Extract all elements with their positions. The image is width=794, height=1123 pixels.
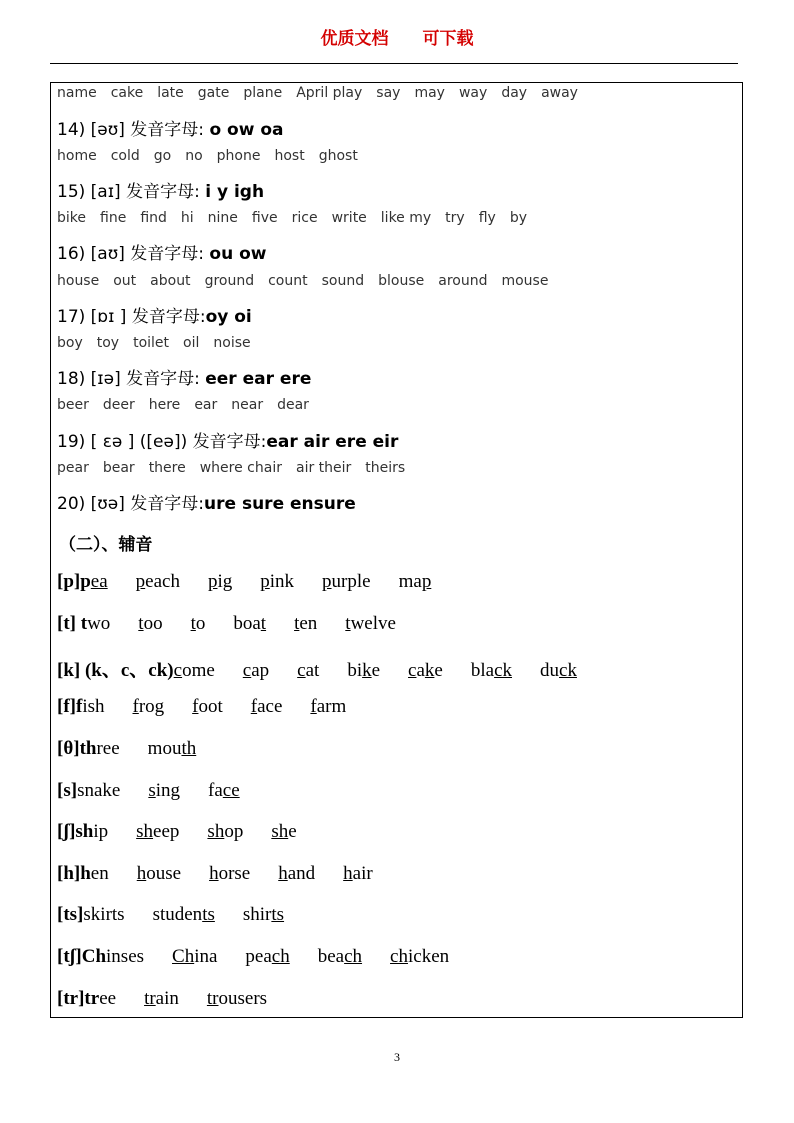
- example-word: [191, 613, 206, 635]
- example-word: [82, 696, 104, 718]
- example-word: ghost: [318, 148, 358, 164]
- example-word: [77, 780, 120, 802]
- example-word: five: [251, 210, 278, 226]
- vowel-letters: ou ow: [209, 244, 267, 264]
- example-word: name: [57, 85, 97, 101]
- example-word: [209, 863, 250, 885]
- word-list: [57, 85, 592, 101]
- underlined-letters: p: [135, 571, 146, 592]
- example-word: no: [185, 148, 203, 164]
- word-part: pea: [245, 946, 272, 967]
- vowel-label: 20) [ʊə] 发音字母:: [57, 494, 205, 514]
- example-word: [144, 988, 179, 1010]
- word-part: snake: [77, 780, 121, 801]
- example-word: theirs: [365, 460, 406, 476]
- example-word: [174, 660, 215, 682]
- example-word: mouse: [501, 273, 549, 289]
- example-word: [540, 660, 577, 682]
- vowel-rule: [57, 115, 284, 140]
- word-part: and: [287, 863, 316, 884]
- example-word: [136, 571, 180, 593]
- underlined-letters: p: [322, 571, 332, 592]
- word-part: eep: [153, 821, 180, 842]
- underlined-letters: s: [148, 780, 156, 801]
- underlined-letters: ts: [202, 904, 215, 925]
- example-word: bike: [57, 210, 86, 226]
- underlined-letters: ch: [271, 946, 290, 967]
- underlined-letters: ea: [90, 571, 108, 592]
- consonant-row: [57, 863, 373, 885]
- example-word: may: [414, 85, 445, 101]
- vowel-label: 18) [ɪə] 发音字母:: [57, 369, 206, 389]
- underlined-letters: t: [345, 613, 351, 634]
- underlined-letters: th: [181, 738, 197, 759]
- word-part: ts: [111, 904, 125, 925]
- word-part: ink: [269, 571, 295, 592]
- underlined-letters: tr: [144, 988, 156, 1009]
- example-word: [137, 863, 181, 885]
- page-header: [0, 24, 794, 49]
- example-word: day: [501, 85, 528, 101]
- consonant-label: [f]f: [57, 696, 83, 717]
- example-word: [208, 780, 240, 802]
- word-part: bea: [317, 946, 345, 967]
- example-word: [96, 738, 119, 760]
- example-word: oil: [183, 335, 200, 351]
- vowel-letters: eer ear ere: [205, 369, 312, 389]
- example-word: [106, 946, 144, 968]
- word-part: arm: [316, 696, 347, 717]
- underlined-letters: p: [260, 571, 270, 592]
- example-word: ground: [204, 273, 255, 289]
- underlined-letters: sh: [207, 821, 225, 842]
- example-word: where chair: [199, 460, 282, 476]
- consonant-row: [57, 613, 396, 635]
- underlined-letters: ch: [344, 946, 363, 967]
- word-part: ap: [251, 660, 270, 681]
- example-word: house: [57, 273, 100, 289]
- consonant-label: [tʃ]Ch: [57, 946, 107, 967]
- vowel-letters: ure sure ensure: [204, 494, 356, 514]
- consonant-row: [57, 780, 240, 802]
- word-list: [57, 397, 323, 413]
- example-word: [294, 613, 317, 635]
- underlined-letters: f: [310, 696, 317, 717]
- word-part: ish: [82, 696, 105, 717]
- consonant-label: [θ]th: [57, 738, 97, 759]
- example-word: bear: [102, 460, 135, 476]
- example-word: [245, 946, 289, 968]
- section-title: （二）、辅音: [59, 535, 153, 555]
- word-part: wo: [87, 613, 111, 634]
- vowel-rule: [57, 239, 266, 264]
- consonant-label: [tr]tr: [57, 988, 100, 1009]
- underlined-letters: ck: [559, 660, 577, 681]
- example-word: [207, 988, 267, 1010]
- word-part: o: [195, 613, 206, 634]
- example-word: [148, 780, 180, 802]
- example-word: dear: [277, 397, 309, 413]
- underlined-letters: h: [136, 863, 147, 884]
- word-list: [57, 460, 419, 476]
- example-word: [208, 571, 232, 593]
- word-part: oo: [143, 613, 163, 634]
- underlined-letters: c: [297, 660, 306, 681]
- underlined-letters: t: [190, 613, 196, 634]
- example-word: [91, 863, 109, 885]
- underlined-letters: t: [138, 613, 144, 634]
- example-word: [345, 613, 396, 635]
- vowel-rule: [57, 427, 398, 452]
- example-word: [343, 863, 373, 885]
- underlined-letters: h: [343, 863, 353, 884]
- word-list: [57, 210, 541, 226]
- underlined-letters: h: [209, 863, 219, 884]
- word-part: orse: [218, 863, 251, 884]
- underlined-letters: f: [192, 696, 199, 717]
- word-part: ig: [217, 571, 233, 592]
- example-word: [271, 821, 296, 843]
- underlined-letters: k: [362, 660, 372, 681]
- consonant-label: [ʃ]sh: [57, 821, 94, 842]
- example-word: out: [113, 273, 137, 289]
- example-word: air their: [295, 460, 352, 476]
- example-word: [83, 904, 124, 926]
- example-word: about: [150, 273, 191, 289]
- example-word: phone: [216, 148, 261, 164]
- example-word: near: [231, 397, 264, 413]
- vowel-rule: [57, 177, 264, 202]
- word-part: each: [145, 571, 180, 592]
- example-word: host: [274, 148, 305, 164]
- consonant-row: [57, 696, 346, 718]
- example-word: like my: [380, 210, 432, 226]
- vowel-rule: [57, 364, 311, 389]
- example-word: cake: [110, 85, 144, 101]
- underlined-letters: p: [421, 571, 432, 592]
- example-word: gate: [197, 85, 230, 101]
- word-part: ina: [194, 946, 218, 967]
- example-word: [87, 613, 110, 635]
- word-part: e: [288, 821, 297, 842]
- example-word: [233, 613, 266, 635]
- example-word: there: [148, 460, 186, 476]
- example-word: [471, 660, 512, 682]
- vowel-rule: [57, 489, 356, 514]
- example-word: beer: [57, 397, 89, 413]
- underlined-letters: c: [408, 660, 417, 681]
- underlined-letters: ts: [271, 904, 285, 925]
- word-part: icken: [407, 946, 450, 967]
- consonant-row: [57, 988, 267, 1010]
- vowel-letters: o ow oa: [209, 120, 284, 140]
- underlined-letters: sh: [136, 821, 154, 842]
- vowel-letters: ear air ere eir: [266, 432, 399, 452]
- underlined-letters: c: [242, 660, 252, 681]
- example-word: rice: [291, 210, 318, 226]
- header-left: 优质文档: [320, 29, 389, 49]
- vowel-rule: [57, 302, 252, 327]
- word-part: at: [305, 660, 320, 681]
- example-word: sound: [321, 273, 365, 289]
- word-part: skir: [83, 904, 112, 925]
- underlined-letters: c: [173, 660, 183, 681]
- word-part: urple: [331, 571, 371, 592]
- underlined-letters: sh: [271, 821, 289, 842]
- example-word: try: [445, 210, 465, 226]
- word-list: [57, 335, 265, 351]
- vowel-label: 16) [aʊ] 发音字母:: [57, 244, 210, 264]
- underlined-letters: p: [207, 571, 218, 592]
- word-part: ace: [257, 696, 283, 717]
- example-word: [278, 863, 315, 885]
- word-part: bla: [470, 660, 495, 681]
- example-word: [192, 696, 223, 718]
- example-word: [408, 660, 443, 682]
- example-word: [148, 738, 197, 760]
- underlined-letters: ck: [494, 660, 513, 681]
- example-word: cold: [110, 148, 140, 164]
- consonant-label: [t] t: [57, 613, 88, 634]
- example-word: toilet: [133, 335, 170, 351]
- word-part: mou: [147, 738, 182, 759]
- word-part: ree: [96, 738, 120, 759]
- example-word: April play: [296, 85, 363, 101]
- example-word: [318, 946, 362, 968]
- underlined-letters: Ch: [172, 946, 195, 967]
- example-word: pear: [57, 460, 89, 476]
- consonant-row: [57, 821, 297, 843]
- word-part: fa: [208, 780, 223, 801]
- word-part: rog: [138, 696, 165, 717]
- example-word: blouse: [378, 273, 425, 289]
- example-word: [138, 613, 162, 635]
- consonant-row: [57, 655, 577, 682]
- example-word: [172, 946, 217, 968]
- underlined-letters: t: [260, 613, 267, 634]
- example-word: way: [458, 85, 488, 101]
- vowel-letters: i y igh: [205, 182, 265, 202]
- example-word: count: [268, 273, 308, 289]
- word-part: e: [434, 660, 443, 681]
- vowel-label: 19) [ ɛə ] ([eə]) 发音字母:: [57, 432, 267, 452]
- example-word: say: [376, 85, 401, 101]
- vowel-label: 15) [aɪ] 发音字母:: [57, 182, 206, 202]
- consonant-row: [57, 738, 196, 760]
- example-word: plane: [243, 85, 283, 101]
- word-part: a: [416, 660, 425, 681]
- example-word: [297, 660, 319, 682]
- vowel-letters: oy oi: [205, 307, 252, 327]
- example-word: by: [509, 210, 527, 226]
- word-part: e: [371, 660, 381, 681]
- example-word: [243, 904, 284, 926]
- word-part: shir: [242, 904, 272, 925]
- example-word: nine: [207, 210, 238, 226]
- content-box: [50, 82, 743, 1018]
- example-word: [93, 821, 108, 843]
- word-part: ing: [155, 780, 181, 801]
- word-part: inses: [106, 946, 145, 967]
- word-list: [57, 148, 372, 164]
- example-word: [390, 946, 449, 968]
- consonant-label: [s]: [57, 780, 78, 801]
- word-part: bi: [347, 660, 363, 681]
- underlined-letters: ce: [222, 780, 240, 801]
- example-word: find: [140, 210, 167, 226]
- example-word: noise: [213, 335, 251, 351]
- example-word: around: [438, 273, 488, 289]
- example-word: [347, 660, 380, 682]
- example-word: [243, 660, 269, 682]
- word-part: en: [90, 863, 109, 884]
- example-word: here: [148, 397, 181, 413]
- header-right: 可下载: [422, 29, 474, 49]
- underlined-letters: f: [132, 696, 139, 717]
- word-part: ma: [398, 571, 422, 592]
- example-word: [99, 988, 116, 1010]
- example-word: go: [153, 148, 172, 164]
- underlined-letters: h: [278, 863, 288, 884]
- example-word: fly: [478, 210, 496, 226]
- word-list: [57, 273, 562, 289]
- example-word: [207, 821, 243, 843]
- example-word: [133, 696, 165, 718]
- consonant-label: [k] (k、c、ck): [57, 660, 174, 681]
- example-word: write: [331, 210, 367, 226]
- word-part: ain: [155, 988, 179, 1009]
- word-part: ip: [93, 821, 109, 842]
- example-word: [136, 821, 179, 843]
- example-word: late: [157, 85, 184, 101]
- example-word: home: [57, 148, 97, 164]
- underlined-letters: ch: [390, 946, 408, 967]
- word-part: boa: [233, 613, 261, 634]
- word-part: ouse: [146, 863, 182, 884]
- example-word: [310, 696, 346, 718]
- consonant-row: [57, 571, 431, 593]
- word-part: oot: [198, 696, 223, 717]
- example-word: [251, 696, 283, 718]
- underlined-letters: tr: [206, 988, 219, 1009]
- example-word: boy: [57, 335, 83, 351]
- word-part: ousers: [218, 988, 268, 1009]
- word-part: op: [224, 821, 244, 842]
- example-word: ear: [194, 397, 218, 413]
- vowel-label: 14) [əʊ] 发音字母:: [57, 120, 210, 140]
- word-part: du: [540, 660, 560, 681]
- example-word: hi: [180, 210, 194, 226]
- consonant-label: [ts]: [57, 904, 84, 925]
- underlined-letters: k: [424, 660, 435, 681]
- word-part: en: [299, 613, 318, 634]
- example-word: deer: [102, 397, 135, 413]
- page-number: 3: [394, 1050, 400, 1064]
- word-part: studen: [152, 904, 203, 925]
- underlined-letters: t: [294, 613, 300, 634]
- consonant-row: [57, 946, 449, 968]
- consonant-label: [p]p: [57, 571, 91, 592]
- example-word: [260, 571, 294, 593]
- word-part: ome: [182, 660, 215, 681]
- consonant-row: [57, 904, 284, 926]
- example-word: [399, 571, 432, 593]
- consonant-label: [h]h: [57, 863, 91, 884]
- word-part: welve: [350, 613, 396, 634]
- example-word: [153, 904, 215, 926]
- example-word: fine: [100, 210, 127, 226]
- example-word: [91, 571, 108, 593]
- vowel-label: 17) [ɒɪ ] 发音字母:: [57, 307, 206, 327]
- example-word: [322, 571, 371, 593]
- example-word: away: [541, 85, 578, 101]
- word-part: ee: [99, 988, 117, 1009]
- header-divider: [50, 63, 738, 64]
- underlined-letters: f: [250, 696, 258, 717]
- word-part: air: [352, 863, 373, 884]
- example-word: toy: [96, 335, 120, 351]
